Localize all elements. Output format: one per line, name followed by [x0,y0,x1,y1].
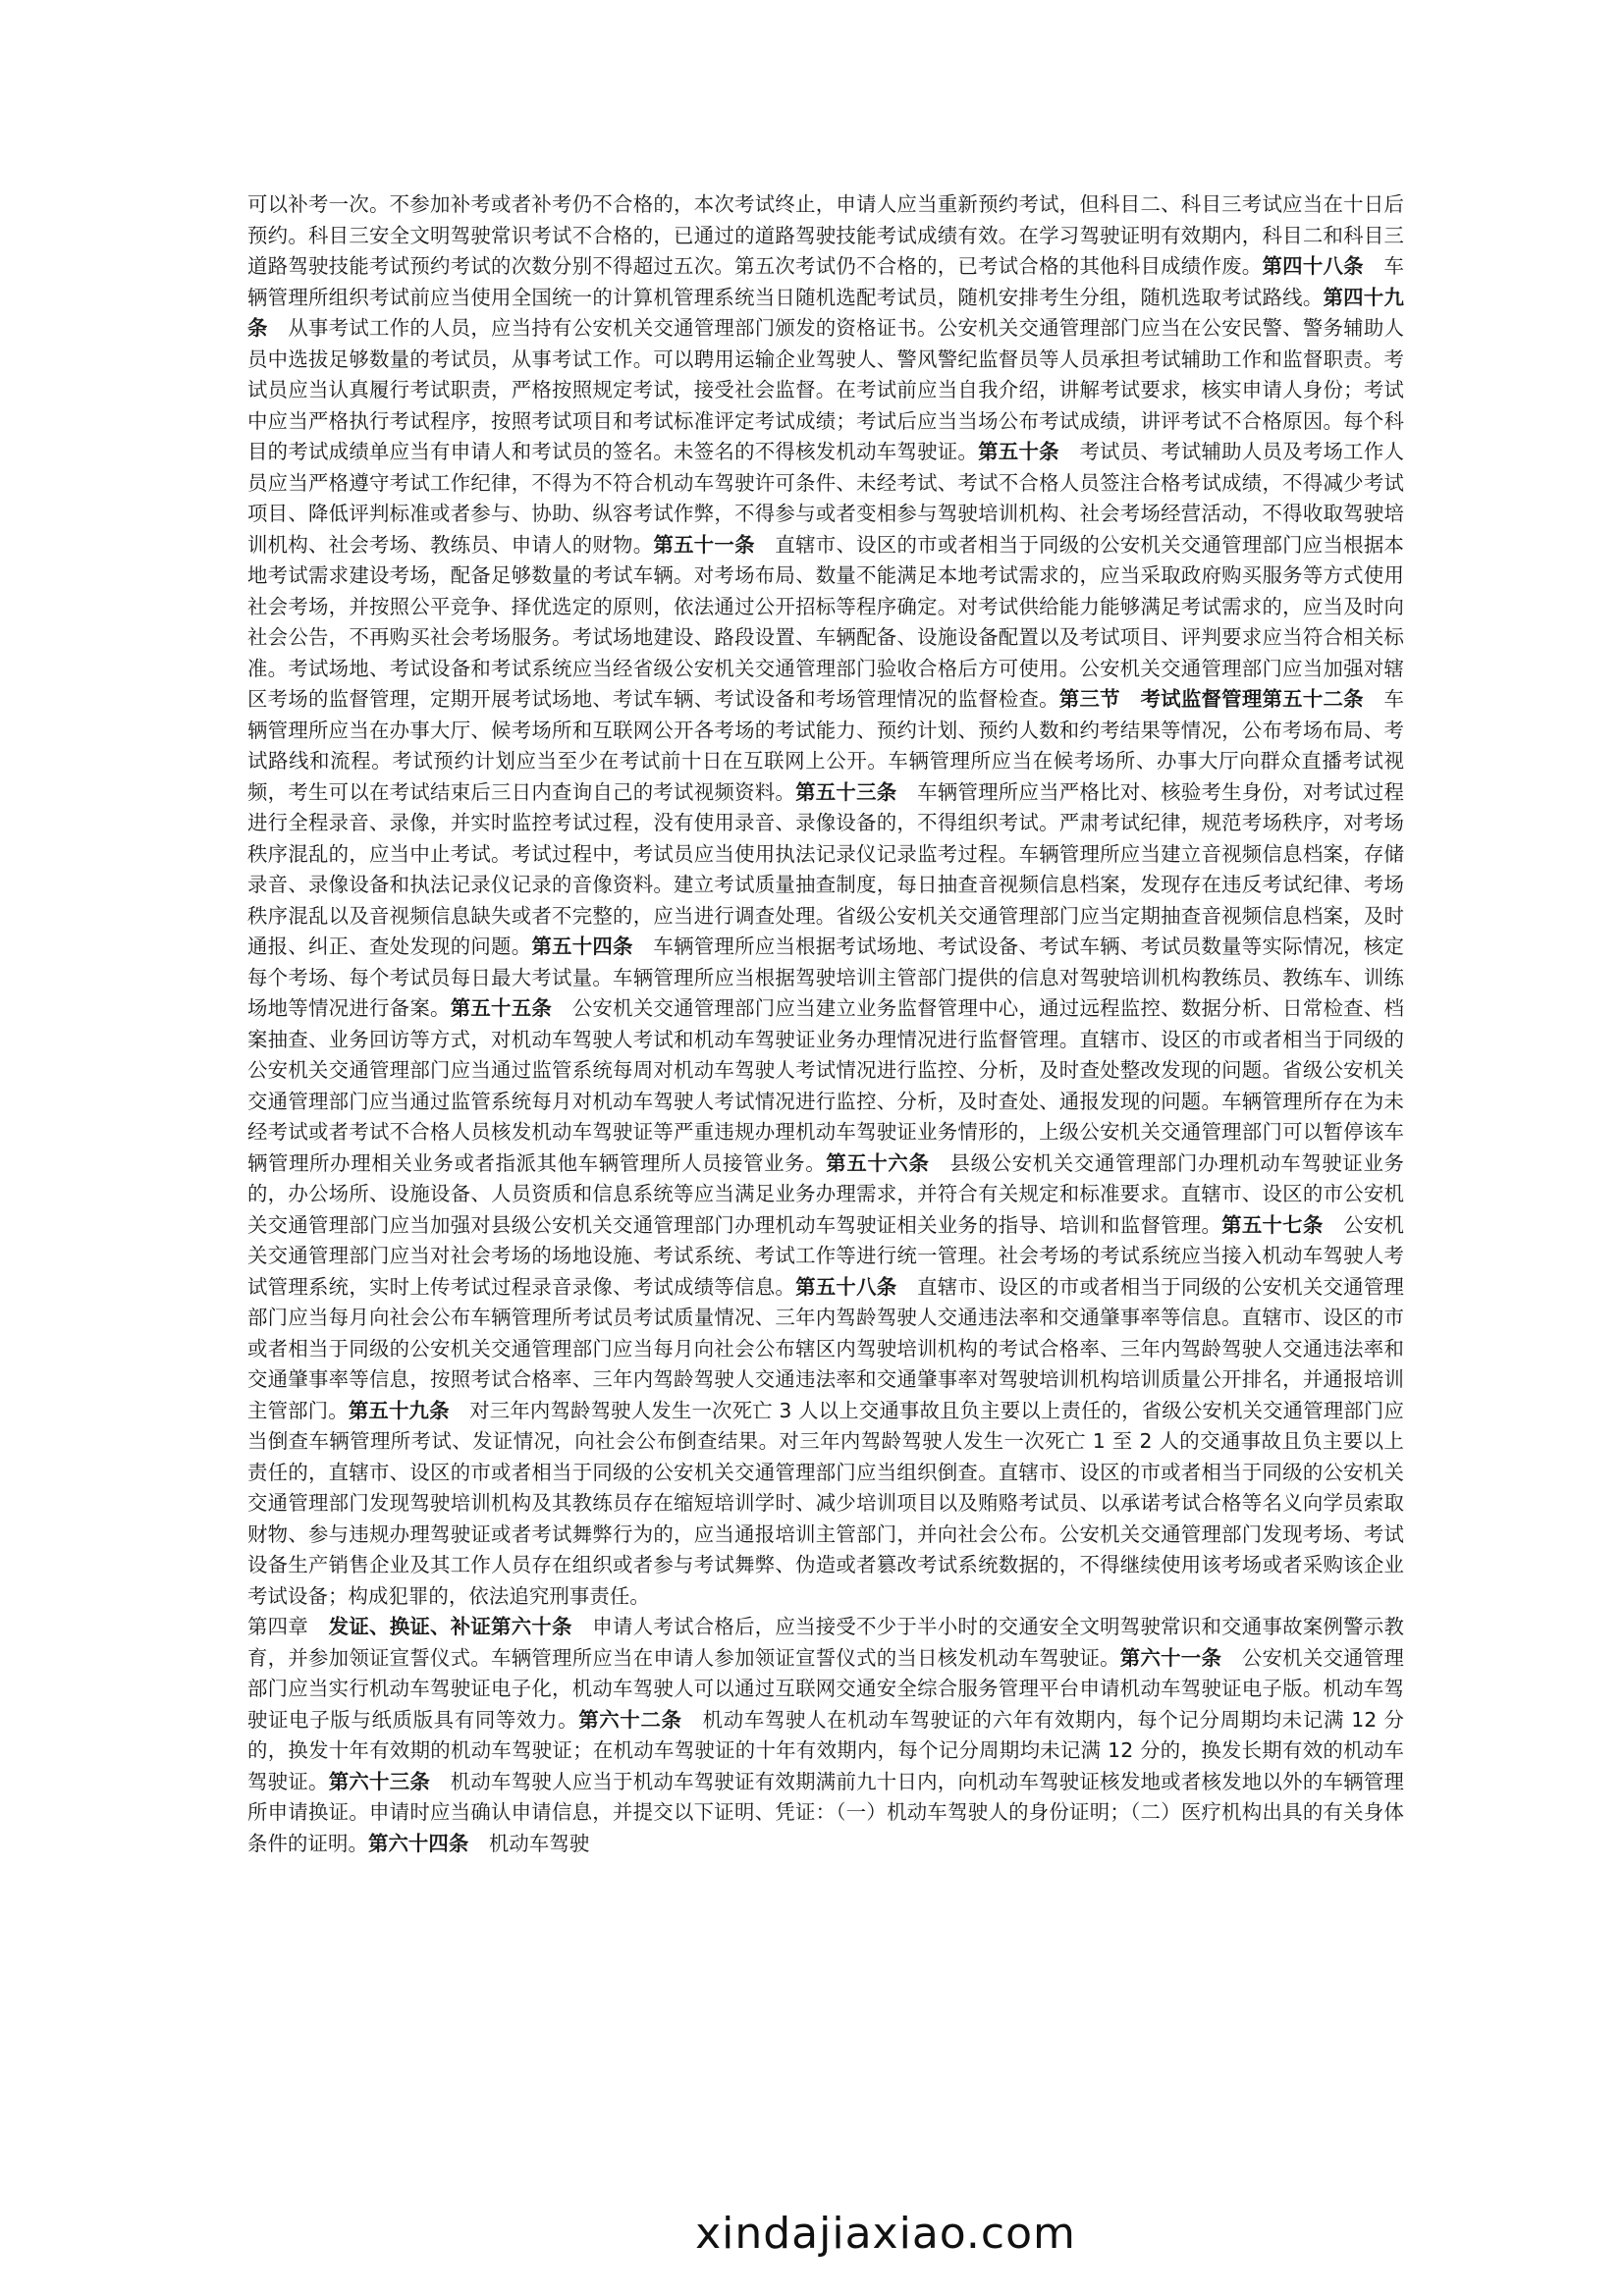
body-text: 直辖市、设区的市或者相当于同级的公安机关交通管理部门应当每月向社会公布车辆管理所考试员考试质量情况、三年内驾龄驾驶人交通违法率和交通肇事率等信息。直辖市、设区的市或者相当于同级的公安机关交通管理部门应当每月向社会公布辖区内驾驶培训机构的考试合格率、三年内驾龄驾驶人交通违法率和交通肇事率等信息，按照考试合格率、三年内驾龄驾驶人交通违法率和交通肇事率对驾驶培训机构培训质量公开排名，并通报培训主管部门。 [247,1274,1405,1422]
body-text: 公安机关交通管理部门应当实行机动车驾驶证电子化，机动车驾驶人可以通过互联网交通安全综合服务管理平台申请机动车驾驶证电子版。机动车驾驶证电子版与纸质版具有同等效力。 [247,1645,1405,1732]
article-heading: 第六十二条 [578,1707,682,1732]
paragraph [247,1612,1404,1859]
paragraph [247,189,1404,1612]
article-heading: 发证、换证、补证第六十条 [308,1615,572,1638]
body-text: 机动车驾驶人在机动车驾驶证的六年有效期内，每个记分周期均未记满 12 分的，换发十年有效期的机动车驾驶证；在机动车驾驶证的十年有效期内，每个记分周期均未记满 12 分的，换发长期有效的机动车驾驶证。 [247,1707,1405,1793]
body-text: 对三年内驾龄驾驶人发生一次死亡 3 人以上交通事故且负主要以上责任的，省级公安机关交通管理部门应当倒查车辆管理所考试、发证情况，向社会公布倒查结果。对三年内驾龄驾驶人发生一次死亡 1 至 2 人的交通事故且负主要以上责任的，直辖市、设区的市或者相当于同级的公安机关交通管理部门应当组织倒查。直辖市、设区的市或者相当于同级的公安机关交通管理部门发现驾驶培训机构及其教练员存在缩短培训学时、减少培训项目以及贿赂考试员、以承诺考试合格等名义向学员索取财物、参与违规办理驾驶证或者考试舞弊行为的，应当通报培训主管部门，并向社会公布。公安机关交通管理部门发现考场、考试设备生产销售企业及其工作人员存在组织或者参与考试舞弊、伪造或者篡改考试系统数据的，不得继续使用该考场或者采购该企业考试设备；构成犯罪的，依法追究刑事责任。 [247,1398,1404,1608]
article-heading: 第五十九条 [348,1398,450,1422]
article-heading: 第五十一条 [653,532,755,557]
body-text: 从事考试工作的人员，应当持有公安机关交通管理部门颁发的资格证书。公安机关交通管理部门应当在公安民警、警务辅助人员中选拔足够数量的考试员，从事考试工作。可以聘用运输企业驾驶人、警风警纪监督员等人员承担考试辅助工作和监督职责。考试员应当认真履行考试职责，严格按照规定考试，接受社会监督。在考试前应当自我介绍，讲解考试要求，核实申请人身份；考试中应当严格执行考试程序，按照考试项目和考试标准评定考试成绩；考试后应当当场公布考试成绩，讲评考试不合格原因。每个科目的考试成绩单应当有申请人和考试员的签名。未签名的不得核发机动车驾驶证。 [247,316,1404,463]
article-heading: 第五十八条 [795,1274,897,1299]
chapter-number: 第四章 [247,1615,309,1638]
body-text: 机动车驾驶 [468,1831,590,1855]
article-heading: 第六十三条 [328,1769,431,1793]
site-watermark: xindajiaxiao.com [695,2209,1076,2259]
body-text: 机动车驾驶人应当于机动车驾驶证有效期满前九十日内，向机动车驾驶证核发地或者核发地以外的车辆管理所申请换证。申请时应当确认申请信息，并提交以下证明、凭证：（一）机动车驾驶人的身份证明；（二）医疗机构出具的有关身体条件的证明。 [247,1769,1405,1855]
body-text: 考试员、考试辅助人员及考场工作人员应当严格遵守考试工作纪律，不得为不符合机动车驾驶许可条件、未经考试、考试不合格人员签注合格考试成绩，不得减少考试项目、降低评判标准或者参与、协助、纵容考试作弊，不得参与或者变相参与驾驶培训机构、社会考场经营活动，不得收取驾驶培训机构、社会考场、教练员、申请人的财物。 [247,440,1404,557]
article-heading: 第三节 考试监督管理第五十二条 [1058,687,1364,711]
article-heading: 第六十一条 [1119,1645,1222,1670]
body-text: 县级公安机关交通管理部门办理机动车驾驶证业务的，办公场所、设施设备、人员资质和信息系统等应当满足业务办理需求，并符合有关规定和标准要求。直辖市、设区的市公安机关交通管理部门应当加强对县级公安机关交通管理部门办理机动车驾驶证相关业务的指导、培训和监督管理。 [247,1150,1405,1237]
article-heading: 第五十条 [978,440,1059,463]
document-body [247,189,1404,1859]
article-heading: 第五十七条 [1221,1212,1324,1237]
body-text: 直辖市、设区的市或者相当于同级的公安机关交通管理部门应当根据本地考试需求建设考场，配备足够数量的考试车辆。对考场布局、数量不能满足本地考试需求的，应当采取政府购买服务等方式使用社会考场，并按照公平竞争、择优选定的原则，依法通过公开招标等程序确定。对考试供给能力能够满足考试需求的，应当及时向社会公告，不再购买社会考场服务。考试场地建设、路段设置、车辆配备、设施设备配置以及考试项目、评判要求应当符合相关标准。考试场地、考试设备和考试系统应当经省级公安机关交通管理部门验收合格后方可使用。公安机关交通管理部门应当加强对辖区考场的监督管理，定期开展考试场地、考试车辆、考试设备和考场管理情况的监督检查。 [247,532,1405,711]
body-text: 车辆管理所组织考试前应当使用全国统一的计算机管理系统当日随机选配考试员，随机安排考生分组，随机选取考试路线。 [247,254,1405,309]
body-text: 申请人考试合格后，应当接受不少于半小时的交通安全文明驾驶常识和交通事故案例警示教育，并参加领证宣誓仪式。车辆管理所应当在申请人参加领证宣誓仪式的当日核发机动车驾驶证。 [247,1615,1404,1670]
article-heading: 第四十九条 [247,285,1404,340]
article-heading: 第四十八条 [1262,254,1364,278]
body-text: 可以补考一次。不参加补考或者补考仍不合格的，本次考试终止，申请人应当重新预约考试，但科目二、科目三考试应当在十日后预约。科目三安全文明驾驶常识考试不合格的，已通过的道路驾驶技能考试成绩有效。在学习驾驶证明有效期内，科目二和科目三道路驾驶技能考试预约考试的次数分别不得超过五次。第五次考试仍不合格的，已考试合格的其他科目成绩作废。 [247,192,1404,278]
body-text: 车辆管理所应当在办事大厅、候考场所和互联网公开各考场的考试能力、预约计划、预约人数和约考结果等情况，公布考场布局、考试路线和流程。考试预约计划应当至少在考试前十日在互联网上公开。车辆管理所应当在候考场所、办事大厅向群众直播考试视频，考生可以在考试结束后三日内查询自己的考试视频资料。 [247,687,1405,804]
article-heading: 第五十六条 [826,1150,930,1175]
body-text: 车辆管理所应当根据考试场地、考试设备、考试车辆、考试员数量等实际情况，核定每个考场、每个考试员每日最大考试量。车辆管理所应当根据驾驶培训主管部门提供的信息对驾驶培训机构教练员、教练车、训练场地等情况进行备案。 [247,934,1405,1020]
article-heading: 第五十三条 [795,779,897,804]
body-text: 公安机关交通管理部门应当对社会考场的场地设施、考试系统、考试工作等进行统一管理。社会考场的考试系统应当接入机动车驾驶人考试管理系统，实时上传考试过程录音录像、考试成绩等信息。 [247,1212,1405,1299]
article-heading: 第六十四条 [367,1831,469,1855]
body-text: 车辆管理所应当严格比对、核验考生身份，对考试过程进行全程录音、录像，并实时监控考试过程，没有使用录音、录像设备的，不得组织考试。严肃考试纪律，规范考场秩序，对考场秩序混乱的，应当中止考试。考试过程中，考试员应当使用执法记录仪记录监考过程。车辆管理所应当建立音视频信息档案，存储录音、录像设备和执法记录仪记录的音像资料。建立考试质量抽查制度，每日抽查音视频信息档案，发现存在违反考试纪律、考场秩序混乱以及音视频信息缺失或者不完整的，应当进行调查处理。省级公安机关交通管理部门应当定期抽查音视频信息档案，及时通报、纠正、查处发现的问题。 [247,779,1405,958]
body-text: 公安机关交通管理部门应当建立业务监督管理中心，通过远程监控、数据分析、日常检查、档案抽查、业务回访等方式，对机动车驾驶人考试和机动车驾驶证业务办理情况进行监督管理。直辖市、设区的市或者相当于同级的公安机关交通管理部门应当通过监管系统每周对机动车驾驶人考试情况进行监控、分析，及时查处整改发现的问题。省级公安机关交通管理部门应当通过监管系统每月对机动车驾驶人考试情况进行监控、分析，及时查处、通报发现的问题。车辆管理所存在为未经考试或者考试不合格人员核发机动车驾驶证等严重违规办理机动车驾驶证业务情形的，上级公安机关交通管理部门可以暂停该车辆管理所办理相关业务或者指派其他车辆管理所人员接管业务。 [247,996,1405,1175]
article-heading: 第五十四条 [531,934,633,958]
article-heading: 第五十五条 [450,996,553,1020]
